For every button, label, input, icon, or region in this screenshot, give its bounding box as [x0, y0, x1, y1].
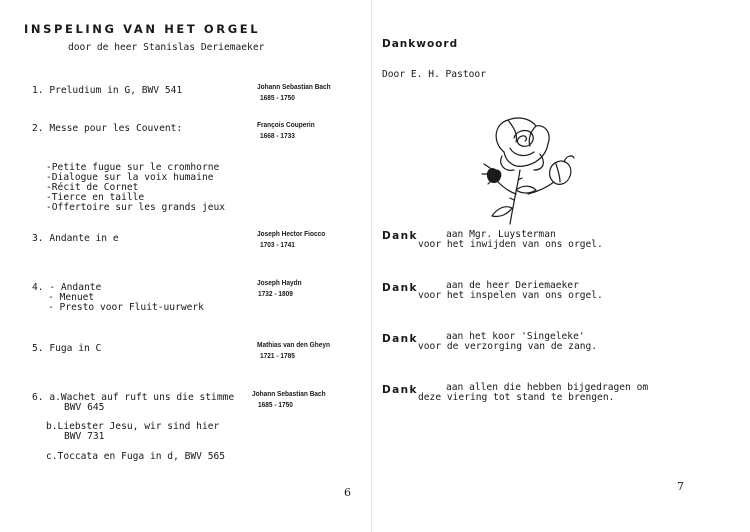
haydn-part: - Menuet — [48, 292, 95, 303]
thanks-word: Dank — [382, 333, 418, 345]
thanks-line: voor de verzorging van de zang. — [418, 341, 598, 352]
piece-composer: Johann Sebastian Bach — [252, 389, 326, 398]
right-page — [372, 0, 750, 532]
thanks-line: deze viering tot stand te brengen. — [418, 392, 615, 403]
piece-composer: Joseph Haydn — [257, 278, 302, 287]
haydn-part: - Presto voor Fluit-uurwerk — [48, 302, 204, 313]
piece-years: 1668 - 1733 — [260, 131, 295, 140]
thanks-line: voor het inwijden van ons orgel. — [418, 239, 603, 250]
piece-composer: Mathias van den Gheyn — [257, 340, 330, 349]
dankwoord-byline: Door E. H. Pastoor — [382, 69, 486, 80]
piece-composer: Joseph Hector Fiocco — [257, 229, 326, 238]
piece-years: 1685 - 1750 — [258, 400, 293, 409]
piece-title: 5. Fuga in C — [32, 343, 102, 354]
piece-years: 1685 - 1750 — [260, 93, 295, 102]
messe-part: -Offertoire sur les grands jeux — [46, 202, 226, 213]
program-subtitle: door de heer Stanislas Deriemaeker — [68, 42, 265, 53]
rose-illustration — [474, 112, 584, 230]
thanks-word: Dank — [382, 282, 418, 294]
piece-years: 1732 - 1809 — [258, 289, 293, 298]
thanks-line: aan de heer Deriemaeker — [446, 280, 579, 291]
piece-years: 1703 - 1741 — [260, 240, 295, 249]
piece-title: 6. a.Wachet auf ruft uns die stimme — [32, 392, 235, 403]
messe-part: -Tierce en taille — [46, 192, 145, 203]
messe-part: -Récit de Cornet — [46, 182, 139, 193]
piece-composer: François Couperin — [257, 120, 315, 129]
thanks-word: Dank — [382, 384, 418, 396]
bach-part: c.Toccata en Fuga in d, BWV 565 — [46, 451, 226, 462]
bach-part: BWV 645 — [64, 402, 105, 413]
page-number: 7 — [677, 480, 684, 493]
bach-part: BWV 731 — [64, 431, 105, 442]
piece-title: 1. Preludium in G, BWV 541 — [32, 85, 183, 96]
piece-years: 1721 - 1785 — [260, 351, 295, 360]
messe-part: -Petite fugue sur le cromhorne — [46, 162, 220, 173]
page-number: 6 — [344, 486, 351, 499]
thanks-word: Dank — [382, 230, 418, 242]
bach-part: b.Liebster Jesu, wir sind hier — [46, 421, 220, 432]
left-page — [0, 0, 372, 532]
piece-title: 3. Andante in e — [32, 233, 119, 244]
thanks-line: aan allen die hebben bijgedragen om — [446, 382, 649, 393]
piece-composer: Johann Sebastian Bach — [257, 82, 331, 91]
messe-part: -Dialogue sur la voix humaine — [46, 172, 214, 183]
thanks-line: aan Mgr. Luysterman — [446, 229, 556, 240]
piece-title: 4. - Andante — [32, 282, 102, 293]
thanks-line: aan het koor 'Singeleke' — [446, 331, 585, 342]
thanks-line: voor het inspelen van ons orgel. — [418, 290, 603, 301]
piece-title: 2. Messe pour les Couvent: — [32, 123, 183, 134]
dankwoord-title: Dankwoord — [382, 38, 459, 50]
program-title: INSPELING VAN HET ORGEL — [24, 22, 261, 36]
